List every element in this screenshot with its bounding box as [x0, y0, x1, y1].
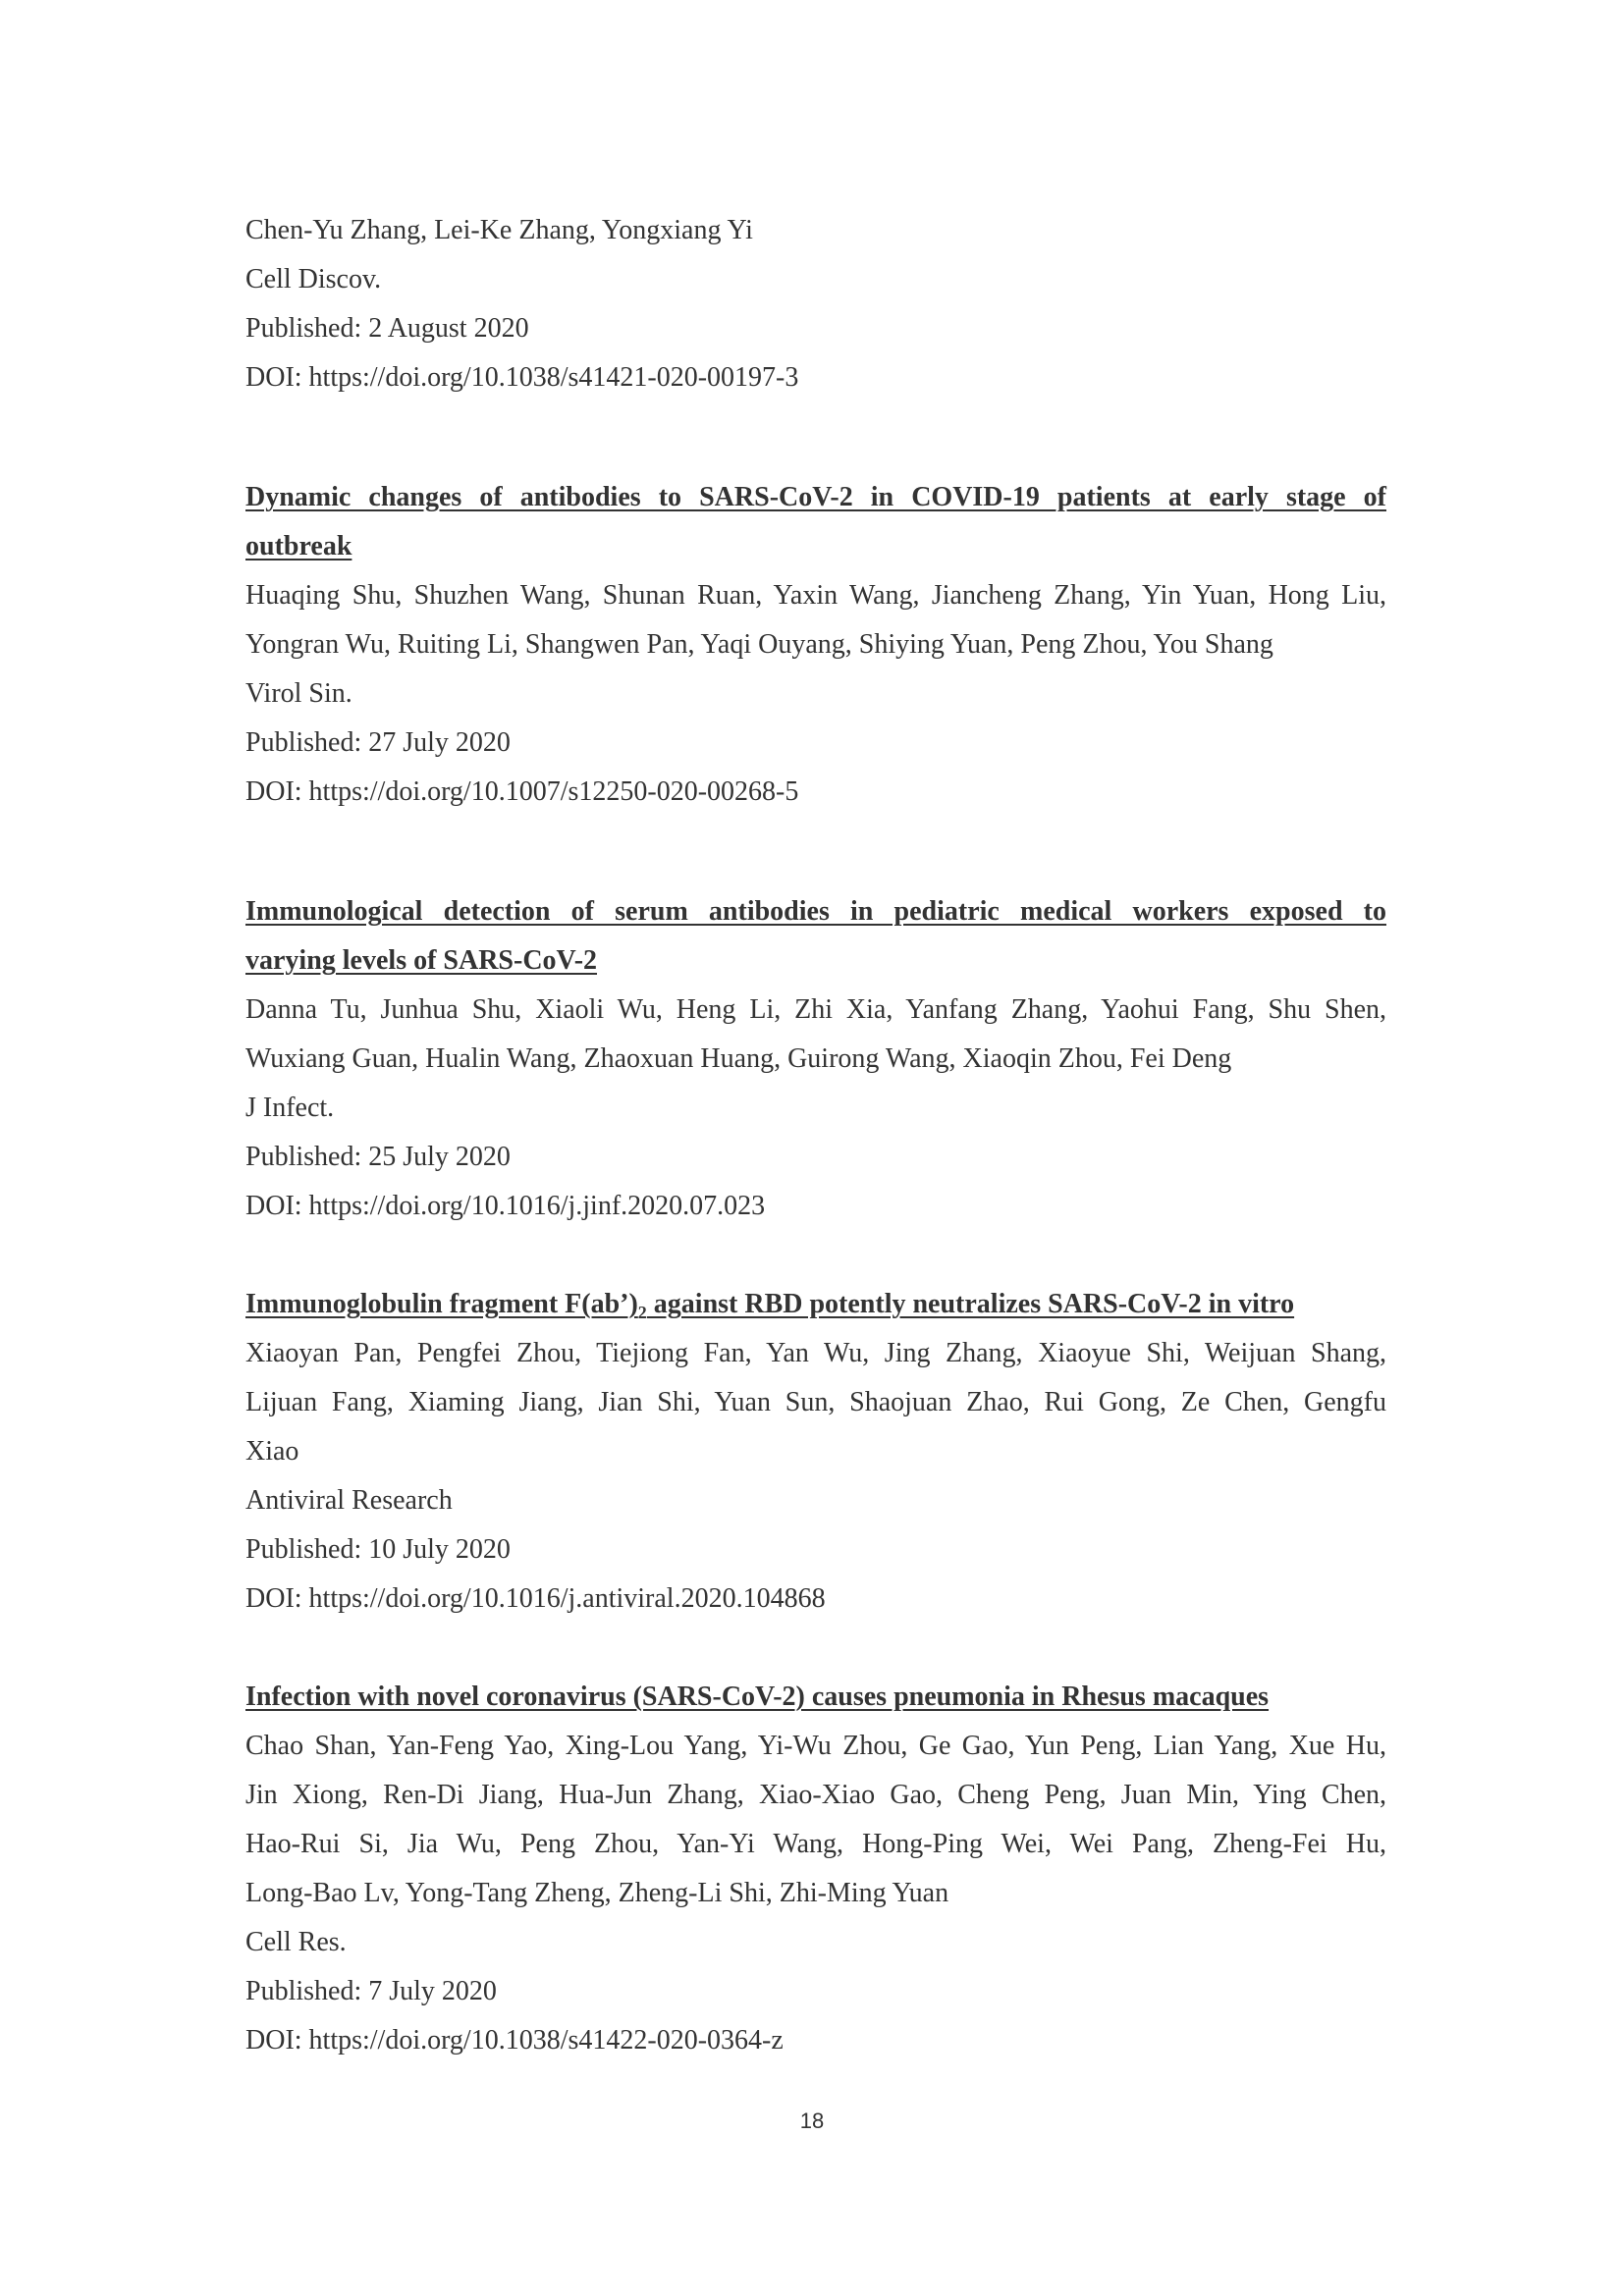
reference-doi: DOI: https://doi.org/10.1016/j.antiviral.2020.104868 [245, 1583, 826, 1614]
reference-authors: Xiaoyan Pan, Pengfei Zhou, Tiejiong Fan, Yan Wu, Jing Zhang, Xiaoyue Shi, Weijuan Shang, [245, 1338, 1386, 1368]
reference-published-date: Published: 7 July 2020 [245, 1976, 497, 2006]
reference-published-date: Published: 2 August 2020 [245, 313, 529, 344]
reference-title: Infection with novel coronavirus (SARS-CoV-2) causes pneumonia in Rhesus macaques [245, 1682, 1270, 1712]
reference-entry [245, 1280, 1386, 1624]
reference-title: Dynamic changes of antibodies to SARS-CoV-2 in COVID-19 patients at early stage of [245, 482, 1386, 512]
reference-list [245, 206, 1386, 2065]
reference-title-subscript: 2 [637, 1303, 647, 1322]
reference-doi: DOI: https://doi.org/10.1038/s41422-020-0364-z [245, 2025, 784, 2056]
reference-journal: Cell Discov. [245, 264, 382, 294]
reference-doi: DOI: https://doi.org/10.1038/s41421-020-00197-3 [245, 362, 799, 393]
reference-doi: DOI: https://doi.org/10.1007/s12250-020-00268-5 [245, 776, 799, 807]
reference-authors: Wuxiang Guan, Hualin Wang, Zhaoxuan Huang, Guirong Wang, Xiaoqin Zhou, Fei Deng [245, 1043, 1232, 1074]
reference-journal: Cell Res. [245, 1927, 347, 1957]
reference-published-date: Published: 10 July 2020 [245, 1534, 511, 1565]
reference-title: varying levels of SARS-CoV-2 [245, 945, 598, 976]
reference-journal: Antiviral Research [245, 1485, 453, 1516]
reference-title [245, 1280, 1386, 1329]
reference-title-part: against RBD potently neutralizes SARS-CoV-2 in vitro [646, 1289, 1295, 1319]
reference-title: Immunological detection of serum antibodies in pediatric medical workers exposed to [245, 896, 1386, 927]
reference-authors: Danna Tu, Junhua Shu, Xiaoli Wu, Heng Li, Zhi Xia, Yanfang Zhang, Yaohui Fang, Shu Shen, [245, 994, 1386, 1025]
reference-authors: Long-Bao Lv, Yong-Tang Zheng, Zheng-Li Shi, Zhi-Ming Yuan [245, 1878, 949, 1908]
reference-entry [245, 887, 1386, 1231]
reference-authors: Huaqing Shu, Shuzhen Wang, Shunan Ruan, Yaxin Wang, Jiancheng Zhang, Yin Yuan, Hong Liu, [245, 580, 1386, 611]
reference-entry [245, 206, 1386, 402]
reference-doi: DOI: https://doi.org/10.1016/j.jinf.2020.07.023 [245, 1191, 766, 1221]
reference-journal: Virol Sin. [245, 678, 352, 709]
reference-authors: Hao-Rui Si, Jia Wu, Peng Zhou, Yan-Yi Wang, Hong-Ping Wei, Wei Pang, Zheng-Fei Hu, [245, 1829, 1386, 1859]
reference-authors: Lijuan Fang, Xiaming Jiang, Jian Shi, Yuan Sun, Shaojuan Zhao, Rui Gong, Ze Chen, Gengfu [245, 1387, 1386, 1417]
reference-published-date: Published: 25 July 2020 [245, 1142, 511, 1172]
reference-entry [245, 1673, 1386, 2065]
reference-authors: Chen-Yu Zhang, Lei-Ke Zhang, Yongxiang Yi [245, 215, 753, 245]
page-number: 18 [799, 2109, 825, 2133]
reference-authors: Jin Xiong, Ren-Di Jiang, Hua-Jun Zhang, Xiao-Xiao Gao, Cheng Peng, Juan Min, Ying Chen, [245, 1780, 1386, 1810]
reference-published-date: Published: 27 July 2020 [245, 727, 511, 758]
reference-authors: Yongran Wu, Ruiting Li, Shangwen Pan, Yaqi Ouyang, Shiying Yuan, Peng Zhou, You Shang [245, 629, 1273, 660]
reference-title-part: Immunoglobulin fragment F(ab’) [245, 1289, 638, 1319]
reference-journal: J Infect. [245, 1093, 335, 1123]
reference-entry [245, 473, 1386, 817]
reference-authors: Xiao [245, 1436, 299, 1467]
reference-authors: Chao Shan, Yan-Feng Yao, Xing-Lou Yang, Yi-Wu Zhou, Ge Gao, Yun Peng, Lian Yang, Xue Hu, [245, 1731, 1386, 1761]
reference-title: outbreak [245, 531, 352, 561]
